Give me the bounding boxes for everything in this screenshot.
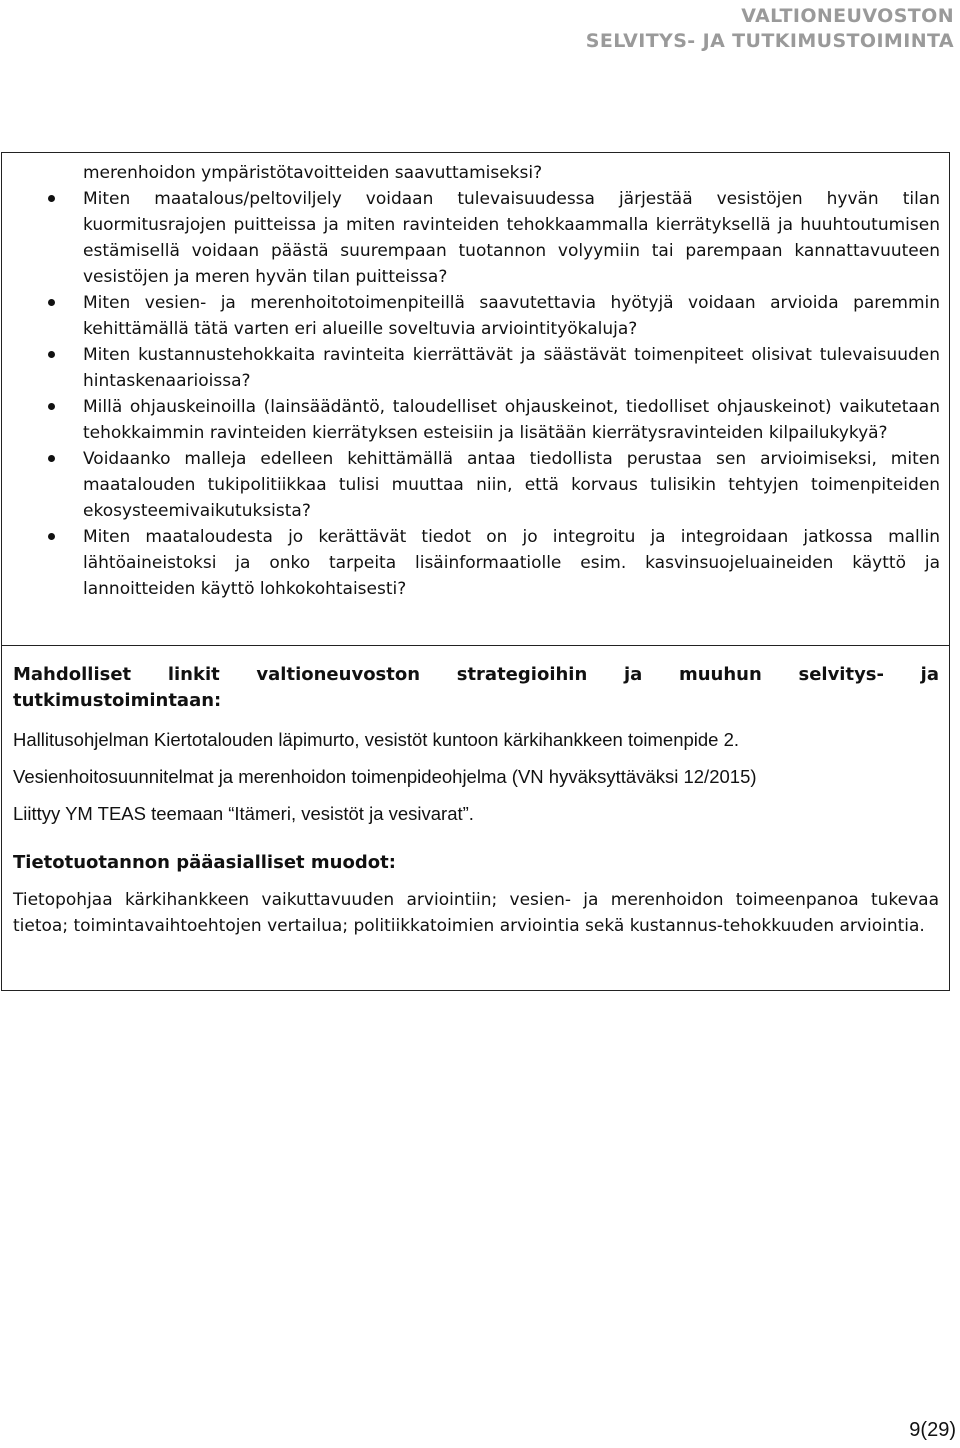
bullet-icon bbox=[48, 533, 55, 540]
outputs-text: Tietopohjaa kärkihankkeen vaikuttavuuden arviointiin; vesien- ja merenhoidon toimeenpanoa tukevaa tietoa; toimintavaihtoehtojen vertailua; politiikkatoimien arviointia sekä kustannus-tehokkuuden arviointia. bbox=[13, 890, 939, 936]
header-department: SELVITYS- JA TUTKIMUSTOIMINTA bbox=[585, 30, 954, 52]
links-paragraph-3: Liittyy YM TEAS teemaan “Itämeri, vesistöt ja vesivarat”. bbox=[13, 803, 474, 824]
document-header bbox=[586, 4, 954, 54]
header-organization: VALTIONEUVOSTON bbox=[741, 5, 954, 27]
outputs-title: Tietotuotannon pääasialliset muodot: bbox=[13, 852, 396, 873]
bullet-icon bbox=[48, 299, 55, 306]
list-item-text: Voidaanko malleja edelleen kehittämällä antaa tiedollista perustaa sen arvioimiseksi, miten maatalouden tukipolitiikkaa tulisi muuttaa niin, että korvaus tulisikin tehtyjen toimenpiteiden ekosysteemivaikutuksista? bbox=[83, 449, 940, 521]
list-item-text: Miten maatalous/peltoviljely voidaan tulevaisuudessa järjestää vesistöjen hyvän tilan kuormitusrajojen puitteissa ja miten ravinteiden tehokkaammalla kierrätyksellä ja huuhtoutumisen estämisellä voidaan päästä suurempaan tuotannon volyymiin tai parempaan kannattavuuteen vesistöjen ja meren hyvän tilan puitteissa? bbox=[83, 189, 940, 287]
list-item-text: Millä ohjauskeinoilla (lainsäädäntö, taloudelliset ohjauskeinot, tiedolliset ohjauskeinot) vaikutetaan tehokkaimmin ravinteiden kierrätyksen esteisiin ja lisätään kierrätysravinteiden kilpailukykyä? bbox=[83, 397, 940, 443]
list-item bbox=[0, 524, 940, 602]
bullet-icon bbox=[48, 455, 55, 462]
list-item bbox=[0, 342, 940, 394]
bullet-icon bbox=[48, 195, 55, 202]
list-item bbox=[0, 446, 940, 524]
page-number: 9(29) bbox=[909, 1419, 956, 1441]
links-section bbox=[13, 662, 939, 714]
list-item bbox=[0, 186, 940, 290]
bullet-icon bbox=[48, 403, 55, 410]
links-paragraph-2: Vesienhoitosuunnitelmat ja merenhoidon toimenpideohjelma (VN hyväksyttäväksi 12/2015) bbox=[13, 766, 757, 787]
list-item bbox=[0, 394, 940, 446]
list-item-text: Miten vesien- ja merenhoitotoimenpiteillä saavutettavia hyötyjä voidaan arvioida paremmin kehittämällä tätä varten eri alueille soveltuvia arviointityökaluja? bbox=[83, 293, 940, 339]
links-title: Mahdolliset linkit valtioneuvoston strategioihin ja muuhun selvitys- ja tutkimustoimintaan: bbox=[13, 664, 939, 711]
list-item-text: Miten maataloudesta jo kerättävät tiedot on jo integroitu ja integroidaan jatkossa mallin lähtöaineistoksi ja onko tarpeita lisäinformaatiolle esim. kasvinsuojeluaineiden käyttö ja lannoitteiden käyttö lohkokohtaisesti? bbox=[83, 527, 940, 599]
list-item bbox=[0, 290, 940, 342]
links-paragraph-1: Hallitusohjelman Kiertotalouden läpimurto, vesistöt kuntoon kärkihankkeen toimenpide 2. bbox=[13, 729, 740, 750]
question-continuation: merenhoidon ympäristötavoitteiden saavuttamiseksi? bbox=[83, 163, 543, 183]
list-item-text: Miten kustannustehokkaita ravinteita kierrättävät ja säästävät toimenpiteet olisivat tulevaisuuden hintaskenaarioissa? bbox=[83, 345, 940, 391]
bullet-icon bbox=[48, 351, 55, 358]
question-list bbox=[0, 186, 940, 602]
